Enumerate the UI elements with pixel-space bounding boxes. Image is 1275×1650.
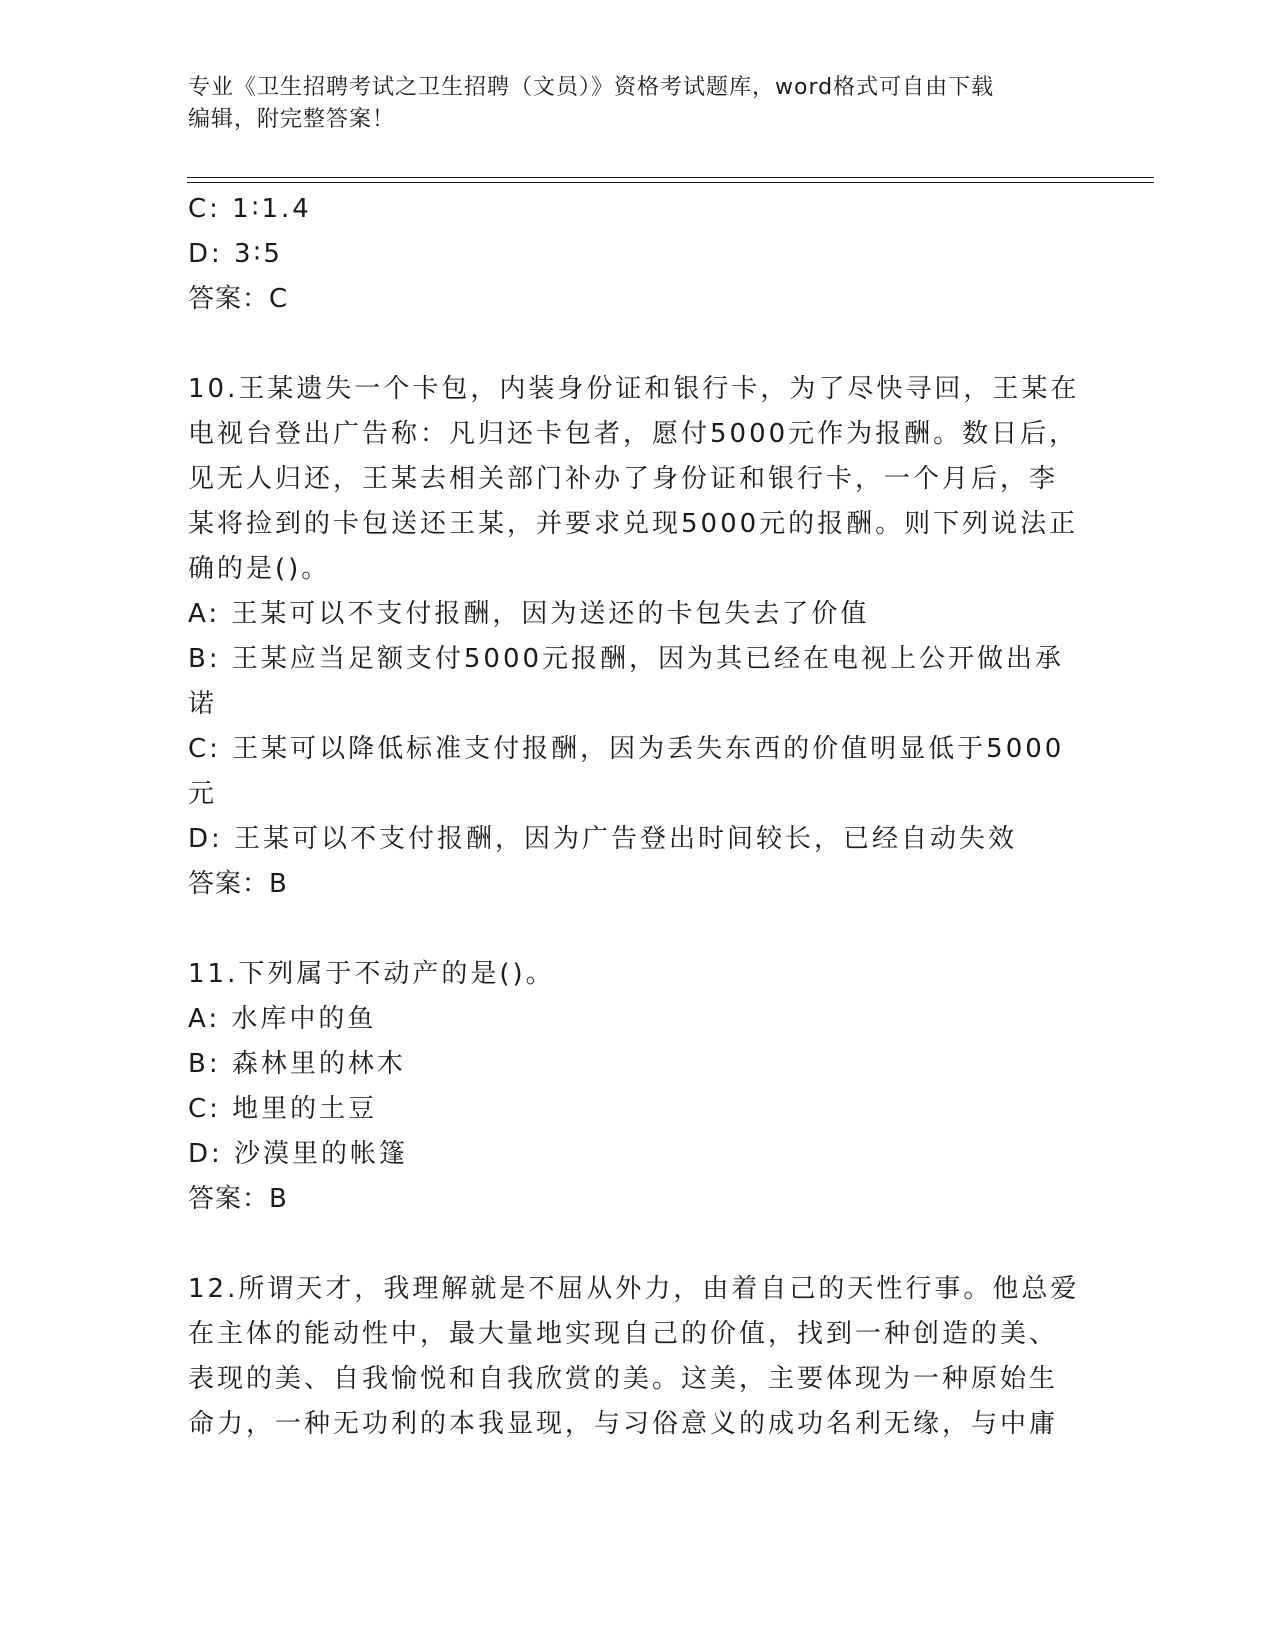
- header-line-2: 编辑，附完整答案！: [188, 107, 396, 132]
- spacer: [188, 322, 1088, 367]
- q10-stem-line: 见无人归还，王某去相关部门补办了身份证和银行卡，一个月后，李: [188, 464, 1059, 494]
- q10-stem-line: 10.王某遗失一个卡包，内装身份证和银行卡，为了尽快寻回，王某在: [188, 374, 1080, 404]
- q10-option-c-cont: 元: [188, 779, 218, 809]
- document-header: [188, 72, 1088, 136]
- q12-stem-line: 在主体的能动性中，最大量地实现自己的价值，找到一种创造的美、: [188, 1319, 1059, 1349]
- header-divider-bottom: [187, 182, 1154, 183]
- q11-stem: 11.下列属于不动产的是()。: [188, 959, 555, 989]
- q10-option-c: C: 王某可以降低标准支付报酬，因为丢失东西的价值明显低于5000: [188, 734, 1065, 764]
- question-12: [188, 1267, 1088, 1447]
- q11-answer: 答案：B: [188, 1184, 288, 1214]
- q10-option-b: B: 王某应当足额支付5000元报酬，因为其已经在电视上公开做出承: [188, 644, 1065, 674]
- q9-option-c: C: 1∶1.4: [188, 194, 312, 224]
- q11-option-d: D: 沙漠里的帐篷: [188, 1139, 409, 1169]
- q11-option-c: C: 地里的土豆: [188, 1094, 378, 1124]
- header-divider-top: [187, 177, 1154, 178]
- q10-option-b-cont: 诺: [188, 689, 218, 719]
- q10-option-a: A: 王某可以不支付报酬，因为送还的卡包失去了价值: [188, 599, 870, 629]
- q11-option-a: A: 水库中的鱼: [188, 1004, 377, 1034]
- q9-answer: 答案：C: [188, 284, 289, 314]
- q10-answer: 答案：B: [188, 869, 288, 899]
- question-11: [188, 952, 1088, 1222]
- spacer: [188, 907, 1088, 952]
- q10-stem-line: 确的是()。: [188, 554, 331, 584]
- question-body: [188, 187, 1088, 1447]
- q12-stem-line: 表现的美、自我愉悦和自我欣赏的美。这美，主要体现为一种原始生: [188, 1364, 1059, 1394]
- q10-option-d: D: 王某可以不支付报酬，因为广告登出时间较长，已经自动失效: [188, 824, 1018, 854]
- q12-stem-line: 命力，一种无功利的本我显现，与习俗意义的成功名利无缘，与中庸: [188, 1409, 1059, 1439]
- q10-stem-line: 某将捡到的卡包送还王某，并要求兑现5000元的报酬。则下列说法正: [188, 509, 1079, 539]
- q9-option-d: D: 3∶5: [188, 239, 283, 269]
- q11-option-b: B: 森林里的林木: [188, 1049, 406, 1079]
- spacer: [188, 1222, 1088, 1267]
- q12-stem-line: 12.所谓天才，我理解就是不屈从外力，由着自己的天性行事。他总爱: [188, 1274, 1080, 1304]
- question-10: [188, 367, 1088, 907]
- header-line-1: 专业《卫生招聘考试之卫生招聘（文员）》资格考试题库，word格式可自由下载: [188, 75, 995, 100]
- question-9-tail: [188, 187, 1088, 322]
- q10-stem-line: 电视台登出广告称：凡归还卡包者，愿付5000元作为报酬。数日后，: [188, 419, 1079, 449]
